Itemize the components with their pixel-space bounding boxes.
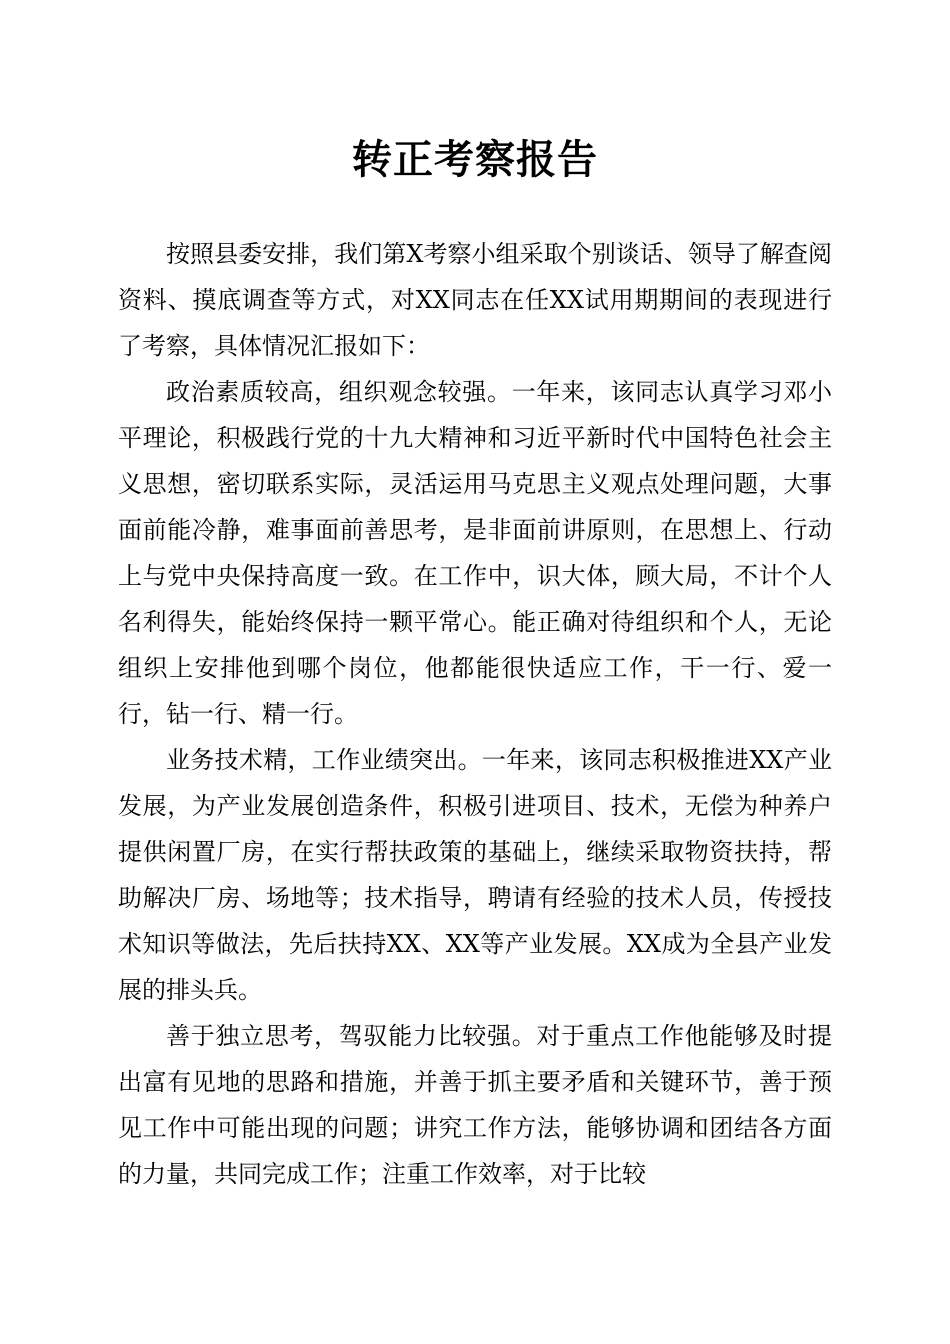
document-body [118,231,832,1197]
paragraph-political-quality: 政治素质较高，组织观念较强。一年来，该同志认真学习邓小平理论，积极践行党的十九大精神和习近平新时代中国特色社会主义思想，密切联系实际，灵活运用马克思主义观点处理问题，大事面前能冷静，难事面前善思考，是非面前讲原则，在思想上、行动上与党中央保持高度一致。在工作中，识大体，顾大局，不计个人名利得失，能始终保持一颗平常心。能正确对待组织和个人，无论组织上安排他到哪个岗位，他都能很快适应工作，干一行、爱一行，钻一行、精一行。 [118,378,832,728]
paragraph-intro: 按照县委安排，我们第X考察小组采取个别谈话、领导了解查阅资料、摸底调查等方式，对XX同志在任XX试用期期间的表现进行了考察，具体情况汇报如下： [118,240,832,360]
document-title: 转正考察报告 [352,136,598,183]
paragraph-business-skills: 业务技术精，工作业绩突出。一年来，该同志积极推进XX产业发展，为产业发展创造条件，积极引进项目、技术，无偿为种养户提供闲置厂房，在实行帮扶政策的基础上，继续采取物资扶持，帮助解决厂房、场地等；技术指导，聘请有经验的技术人员，传授技术知识等做法，先后扶持XX、XX等产业发展。XX成为全县产业发展的排头兵。 [118,746,832,1004]
paragraph-independent-thinking: 善于独立思考，驾驭能力比较强。对于重点工作他能够及时提出富有见地的思路和措施，并善于抓主要矛盾和关键环节，善于预见工作中可能出现的问题；讲究工作方法，能够协调和团结各方面的力量，共同完成工作；注重工作效率，对于比较 [118,1022,832,1188]
